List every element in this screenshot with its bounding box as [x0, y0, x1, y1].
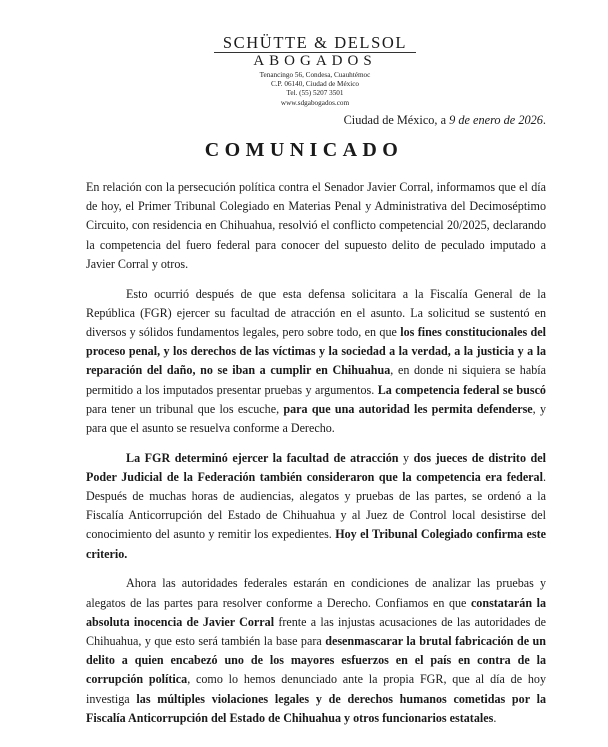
- paragraph-4: [86, 574, 546, 728]
- emphasis-text: constatarán la absoluta inocencia de Javier Corral: [86, 595, 546, 629]
- dateline: [344, 113, 546, 128]
- emphasis-text: los fines constitucionales del proceso penal, y los derechos de las víctimas y la sociedad a la verdad, a la justicia y a la reparación del daño, no se iban a cumplir en Chihuahua: [86, 324, 546, 378]
- paragraph-1: En relación con la persecución política contra el Senador Javier Corral, informamos que el día de hoy, el Primer Tribunal Colegiado en Materias Penal y Administrativa del Decimoséptimo Circuito, con residencia en Chihuahua, resolvió el conflicto competencial 20/2025, declarando la competencia del fuero federal para conocer del supuesto delito de peculado imputado a Javier Corral y otros.: [86, 180, 546, 271]
- dateline-place: Ciudad de México, a: [343, 113, 450, 127]
- website: www.sdgabogados.com: [280, 98, 350, 107]
- text-run: para tener un tribunal que los escuche,: [86, 401, 284, 416]
- text-run: y: [398, 450, 414, 465]
- firm-name: SCHÜTTE & DELSOL: [222, 33, 408, 52]
- emphasis-text: La FGR determinó ejercer la facultad de atracción: [126, 450, 399, 465]
- phone-number: Tel. (55) 5207 3501: [286, 89, 344, 98]
- address-line: Tenancingo 56, Condesa, Cuauhtémoc: [259, 71, 371, 79]
- emphasis-text: para que una autoridad les permita defenderse: [283, 401, 533, 416]
- firm-subtitle: ABOGADOS: [253, 53, 377, 69]
- letterhead: [200, 34, 430, 108]
- text-run: frente a las injustas acusaciones de las autoridades de Chihuahua, y que esto será también la base para: [86, 614, 546, 648]
- paragraph-3: [86, 449, 546, 564]
- text-run: , como lo hemos denunciado ante la propia FGR, que al día de hoy investiga: [86, 672, 547, 706]
- emphasis-text: La competencia federal se buscó: [377, 382, 546, 397]
- document-title: COMUNICADO: [204, 139, 404, 161]
- text-run: .: [493, 710, 497, 725]
- emphasis-text: dos jueces de distrito del Poder Judicial de la Federación también consideraron que la competencia era federal: [86, 450, 547, 484]
- address-block: [200, 71, 430, 108]
- emphasis-text: desenmascarar la brutal fabricación de un delito a quien encabezó uno de los mayores esfuerzos en el país en contra de la corrupción política: [86, 633, 547, 687]
- text-run: Ahora las autoridades federales estarán en condiciones de analizar las pruebas y alegatos de las partes para resolver conforme a Derecho. Confiamos en que: [86, 576, 546, 610]
- text-run: , en donde ni siquiera se había permitido a los imputados presentar pruebas y argumentos.: [86, 363, 546, 397]
- emphasis-text: las múltiples violaciones legales y de derechos humanos cometidas por la Fiscalía Anticorrupción del Estado de Chihuahua y otros funcionarios estatales: [86, 691, 547, 725]
- emphasis-text: Hoy el Tribunal Colegiado confirma este criterio.: [86, 527, 546, 561]
- document-body: [86, 178, 546, 738]
- address-line: C.P. 06140, Ciudad de México: [270, 80, 360, 89]
- dateline-end: .: [542, 113, 546, 127]
- dateline-date: 9 de enero de 2026: [449, 113, 543, 127]
- text-run: . Después de muchas horas de audiencias, alegatos y pruebas de las partes, se ordenó a la Fiscalía Anticorrupción del Estado de Chihuahua y al Juez de Control local desistirse del conocimiento del asunto y remitir los expedientes.: [86, 469, 546, 542]
- text-run: , y para que el asunto se resuelva conforme a Derecho.: [86, 401, 547, 435]
- paragraph-2: [86, 285, 546, 439]
- text-run: Esto ocurrió después de que esta defensa solicitara a la Fiscalía General de la República (FGR) ejercer su facultad de atracción en el asunto. La solicitud se sustentó en diversos y sólidos fundamentos legales, pero sobre todo, en que: [86, 286, 546, 339]
